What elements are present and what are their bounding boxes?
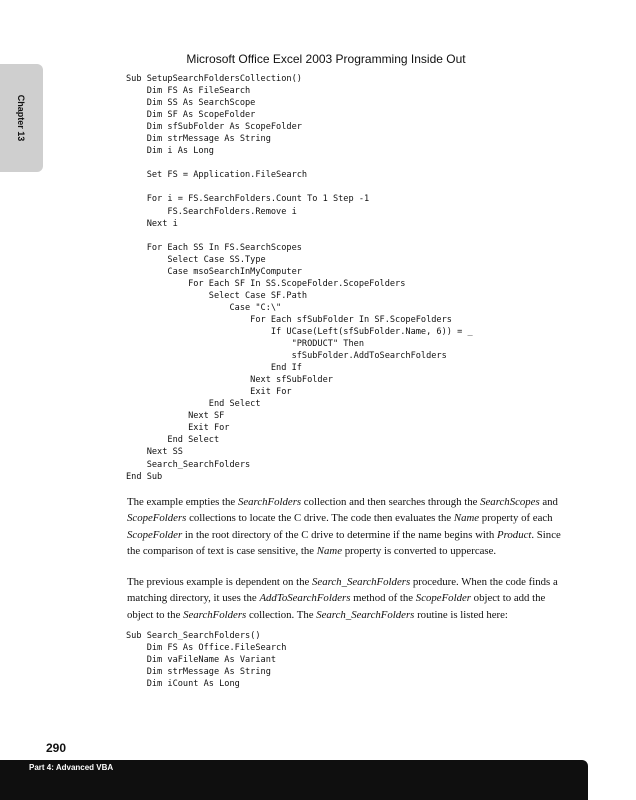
italic-term: Name [453,512,480,525]
text-run: property is converted to uppercase. [342,544,497,557]
code-listing-search-search-folders: Sub Search_SearchFolders() Dim FS As Office.FileSearch Dim vaFileName As Variant Dim strMessage As String Dim iCount As Long [126,631,287,690]
italic-term: SearchFolders [237,496,302,508]
italic-term: SearchScopes [480,496,540,508]
italic-term: AddToSearchFolders [259,592,351,605]
italic-term: Search_SearchFolders [312,576,411,588]
italic-term: Product [497,528,532,541]
italic-term: ScopeFolder [127,528,183,541]
italic-term: SearchFolders [183,608,247,621]
italic-term: ScopeFolders [127,512,187,525]
text-run: method of the [350,592,416,605]
italic-term: ScopeFolder [415,592,471,605]
text-run: property of each [479,512,553,525]
text-run: routine is listed here: [414,608,508,621]
chapter-tab-label: Chapter 13 [16,94,26,142]
text-run: object to add the object to the [127,592,546,621]
text-run: and [539,496,558,508]
text-run: collection and then searches through the [301,496,481,508]
paragraph-explanation [127,494,569,559]
running-head: Microsoft Office Excel 2003 Programming Inside Out [186,52,466,66]
page-number: 290 [46,741,67,755]
text-run: The previous example is dependent on the [127,576,312,588]
text-run: The example empties the [127,496,238,508]
text-run: collections to locate the C drive. The code then evaluates the [186,512,454,525]
text-run: in the root directory of the C drive to determine if the name begins with [182,528,497,541]
code-listing-setup-search-folders: Sub SetupSearchFoldersCollection() Dim FS As FileSearch Dim SS As SearchScope Dim SF As ScopeFolder Dim sfSubFolder As ScopeFolder Dim strMessage As String Dim i As Long Set FS = Application.FileSearch For i = FS.SearchFolders.Count To 1 Step -1 FS.SearchFolders.Remove i Next i For Each SS In FS.SearchScopes Select Case SS.Type Case msoSearchInMyComputer For Each SF In SS.ScopeFolder.ScopeFolders Select Case SF.Path Case "C:\" For Each sfSubFolder In SF.ScopeFolders If UCase(Left(sfSubFolder.Name, 6)) = _ "PRODUCT" Then sfSubFolder.AddToSearchFolders End If Next sfSubFolder Exit For End Select Next SF Exit For End Select Next SS Search_SearchFolders End Sub [126,74,473,482]
part-label: Part 4: Advanced VBA [29,763,114,772]
text-run: procedure. When the code finds a matching directory, it uses the [127,576,558,605]
italic-term: Name [316,544,342,557]
paragraph-dependency [127,574,569,623]
text-run: collection. The [246,608,317,621]
italic-term: Search_SearchFolders [316,608,415,621]
text-run: . Since the comparison of text is case sensitive, the [127,528,561,557]
